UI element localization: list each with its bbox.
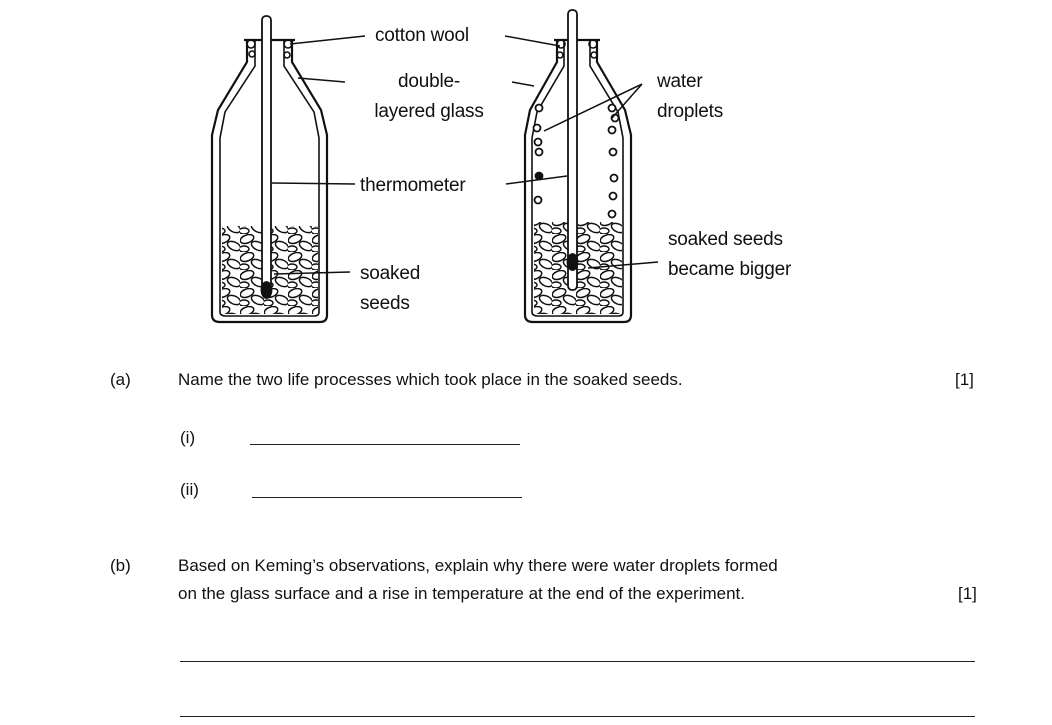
- label-line: layered glass: [374, 101, 484, 122]
- experiment-diagram: [0, 0, 1052, 340]
- part-ii-label: (ii): [180, 480, 199, 499]
- label-line: soaked: [360, 263, 421, 284]
- question-b-line-2: on the glass surface and a rise in temperature at the end of the experiment.: [178, 584, 746, 603]
- label-soaked-seeds: [360, 259, 420, 319]
- label-line: soaked seeds: [668, 229, 783, 250]
- part-i-label: (i): [180, 428, 196, 447]
- label-line: became bigger: [668, 259, 792, 280]
- label-line: double-: [398, 71, 460, 92]
- label-cotton-wool: cotton wool: [375, 25, 469, 46]
- thermometer-after: [568, 10, 578, 290]
- answer-line-i[interactable]: [250, 444, 520, 445]
- label-seeds-became-bigger: [668, 225, 791, 285]
- question-a-marks: [1]: [955, 370, 974, 389]
- question-b-line-1: Based on Keming’s observations, explain why there were water droplets formed: [178, 556, 778, 575]
- question-b-label: (b): [110, 556, 131, 575]
- seeds-after: [534, 222, 622, 314]
- label-double-layered-glass: [359, 67, 499, 127]
- question-a-text: Name the two life processes which took place in the soaked seeds.: [178, 370, 683, 389]
- label-line: droplets: [657, 101, 723, 122]
- label-line: seeds: [360, 293, 410, 314]
- question-b-marks: [1]: [958, 584, 977, 603]
- answer-line-ii[interactable]: [252, 497, 522, 498]
- answer-line-b-2[interactable]: [180, 716, 975, 717]
- label-thermometer: thermometer: [360, 175, 466, 196]
- label-water-droplets: [657, 67, 723, 127]
- thermometer-before: [262, 16, 272, 298]
- label-line: water: [657, 71, 703, 92]
- question-a-label: (a): [110, 370, 131, 389]
- answer-line-b-1[interactable]: [180, 661, 975, 662]
